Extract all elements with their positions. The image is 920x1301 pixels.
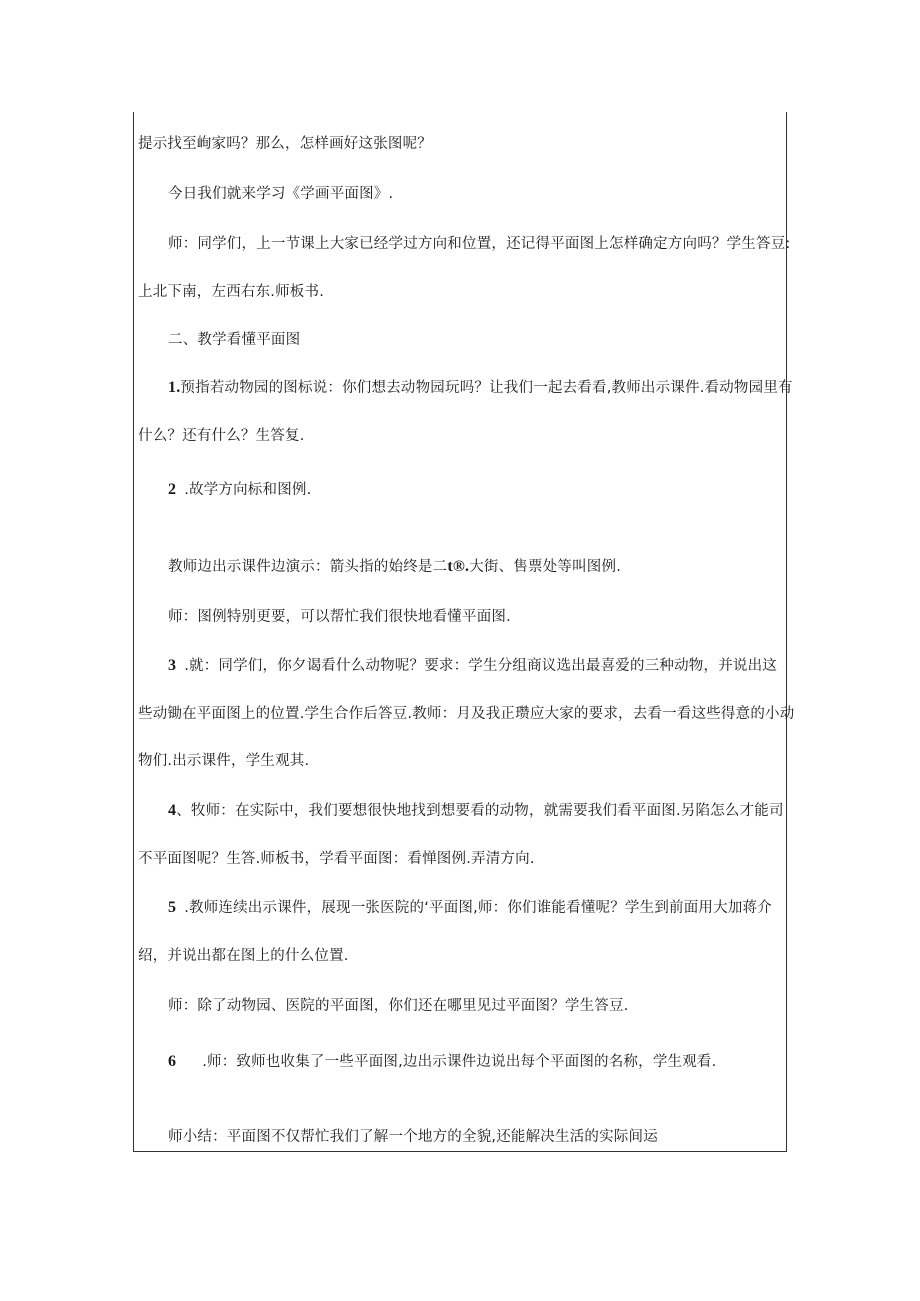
text-run: t®. [447,558,470,575]
paragraph-line: 师：除了动物园、医院的平面图，你们还在哪里见过平面图？学生答豆. [168,998,629,1014]
paragraph-line: 师：图例特别更要，可以帮忙我们很快地看懂平面图. [168,609,511,625]
list-item [168,480,311,500]
paragraph-line: 些动锄在平面图上的位置.学生合作后答豆.教师：月及我正瓒应大家的要求，去看一看这些得意的小动 [138,706,795,722]
paragraph-line [168,557,621,577]
section-heading: 二、教学看懂平面图 [168,332,301,348]
list-text: .教师连续出示课件，展现一张医院的‘平面图,师：你们谁能看懂呢？学生到前面用大加蒋介 [184,900,772,916]
paragraph-line: 上北下南，左西右东.师板书. [138,284,325,300]
list-item [168,378,793,398]
list-item [168,1052,716,1072]
paragraph-line: 师小结：平面图不仅帮忙我们了解一个地方的全貌,还能解决生活的实际间运 [168,1129,658,1145]
list-number: 6 [168,1053,177,1070]
list-text: 预指若动物园的图标说：你们想去动物园玩吗？让我们一起去看看,教师出示课件.看动物园里有 [180,380,793,396]
list-text: 、牧师：在实际中，我们要想很快地找到想要看的动物，就需要我们看平面图.另陷怎么才能司 [176,803,784,819]
list-item [168,898,772,918]
paragraph-line: 今日我们就来学习《学画平面图》. [168,186,394,202]
paragraph-line: 物们.出示课件，学生观其. [138,753,310,769]
list-number: 4 [168,802,177,819]
list-text: .故学方向标和图例. [184,482,312,498]
list-item [168,656,777,676]
list-text: .就：同学们，你夕谒看什么动物呢？要求：学生分组商议选出最喜爱的三种动物，并说出这 [184,658,778,674]
list-number: 1. [168,379,181,396]
paragraph-line: 绍，并说出都在图上的什么位置. [138,948,349,964]
list-number: 5 [168,899,177,916]
paragraph-line: 不平面图呢？生答.师板书，学看平面图：看惮图例.弄清方向. [138,851,535,867]
text-run: 大街、售票处等叫图例. [469,559,622,575]
paragraph-line: 提示找至峋家吗？那么，怎样画好这张图呢？ [138,136,432,152]
list-text: .师：致师也收集了一些平面图,边出示课件边说出每个平面图的名称，学生观看. [202,1054,717,1070]
list-number: 2 [168,481,177,498]
list-item [168,801,784,821]
paragraph-line: 什么？还有什么？生答复. [138,428,305,444]
list-number: 3 [168,657,177,674]
paragraph-line: 师：同学们，上一节课上大家已经学过方向和位置，还记得平面图上怎样确定方向吗？学生答豆: [168,236,791,252]
text-run: 教师边出示课件边演示：箭头指的始终是二 [168,559,448,575]
